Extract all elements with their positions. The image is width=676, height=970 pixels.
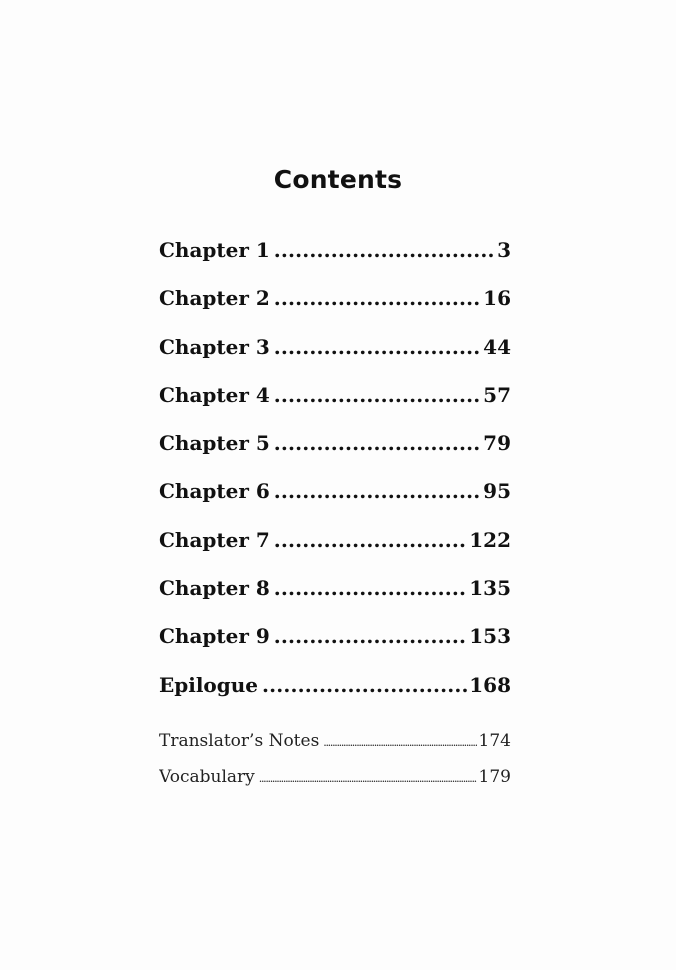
toc-entry-page-number: 153 bbox=[469, 624, 511, 649]
toc-entry-chapter-6[interactable] bbox=[159, 479, 511, 527]
dot-leader bbox=[262, 673, 467, 697]
toc-entry-chapter-1[interactable] bbox=[159, 238, 511, 286]
chapter-list bbox=[159, 238, 511, 721]
toc-entry-page-number: 122 bbox=[469, 527, 511, 552]
toc-entry-label: Chapter 1 bbox=[159, 238, 270, 262]
toc-entry-page-number: 95 bbox=[483, 479, 511, 504]
toc-entry-chapter-9[interactable] bbox=[159, 624, 511, 672]
dot-leader bbox=[259, 767, 477, 787]
toc-entry-vocabulary[interactable] bbox=[159, 767, 511, 803]
dot-leader bbox=[274, 431, 481, 455]
toc-entry-translators-notes[interactable] bbox=[159, 731, 511, 767]
dot-leader bbox=[274, 383, 481, 407]
toc-entry-page-number: 79 bbox=[483, 431, 511, 456]
toc-entry-page-number: 44 bbox=[483, 334, 511, 359]
toc-entry-page-number: 16 bbox=[483, 286, 511, 311]
toc-entry-label: Vocabulary bbox=[159, 766, 255, 787]
toc-entry-epilogue[interactable] bbox=[159, 673, 511, 721]
toc-entry-chapter-8[interactable] bbox=[159, 576, 511, 624]
toc-entry-label: Translator’s Notes bbox=[159, 730, 320, 751]
toc-entry-label: Chapter 5 bbox=[159, 431, 270, 456]
dot-leader bbox=[274, 624, 467, 648]
back-matter-list bbox=[159, 731, 511, 803]
toc-entry-label: Chapter 4 bbox=[159, 382, 270, 407]
toc-entry-label: Chapter 6 bbox=[159, 479, 270, 504]
toc-entry-page-number: 179 bbox=[478, 766, 511, 787]
dot-leader bbox=[274, 479, 481, 503]
dot-leader bbox=[274, 238, 495, 262]
dot-leader bbox=[323, 731, 476, 751]
toc-entry-chapter-2[interactable] bbox=[159, 286, 511, 334]
table-of-contents bbox=[159, 238, 511, 803]
toc-entry-chapter-7[interactable] bbox=[159, 528, 511, 576]
toc-entry-label: Chapter 8 bbox=[159, 576, 270, 601]
page-title: Contents bbox=[273, 165, 403, 194]
toc-entry-label: Chapter 7 bbox=[159, 527, 270, 552]
dot-leader bbox=[274, 286, 481, 310]
toc-entry-label: Chapter 2 bbox=[159, 286, 270, 311]
toc-entry-chapter-4[interactable] bbox=[159, 383, 511, 431]
toc-entry-page-number: 168 bbox=[469, 672, 511, 697]
toc-entry-page-number: 174 bbox=[478, 730, 511, 751]
toc-entry-label: Chapter 9 bbox=[159, 624, 270, 649]
toc-entry-chapter-3[interactable] bbox=[159, 335, 511, 383]
dot-leader bbox=[274, 335, 481, 359]
dot-leader bbox=[274, 528, 467, 552]
dot-leader bbox=[274, 576, 467, 600]
toc-entry-page-number: 3 bbox=[497, 238, 511, 262]
toc-entry-page-number: 57 bbox=[483, 382, 511, 407]
toc-entry-page-number: 135 bbox=[469, 576, 511, 601]
toc-entry-label: Chapter 3 bbox=[159, 334, 270, 359]
toc-entry-chapter-5[interactable] bbox=[159, 431, 511, 479]
toc-entry-label: Epilogue bbox=[159, 672, 259, 697]
